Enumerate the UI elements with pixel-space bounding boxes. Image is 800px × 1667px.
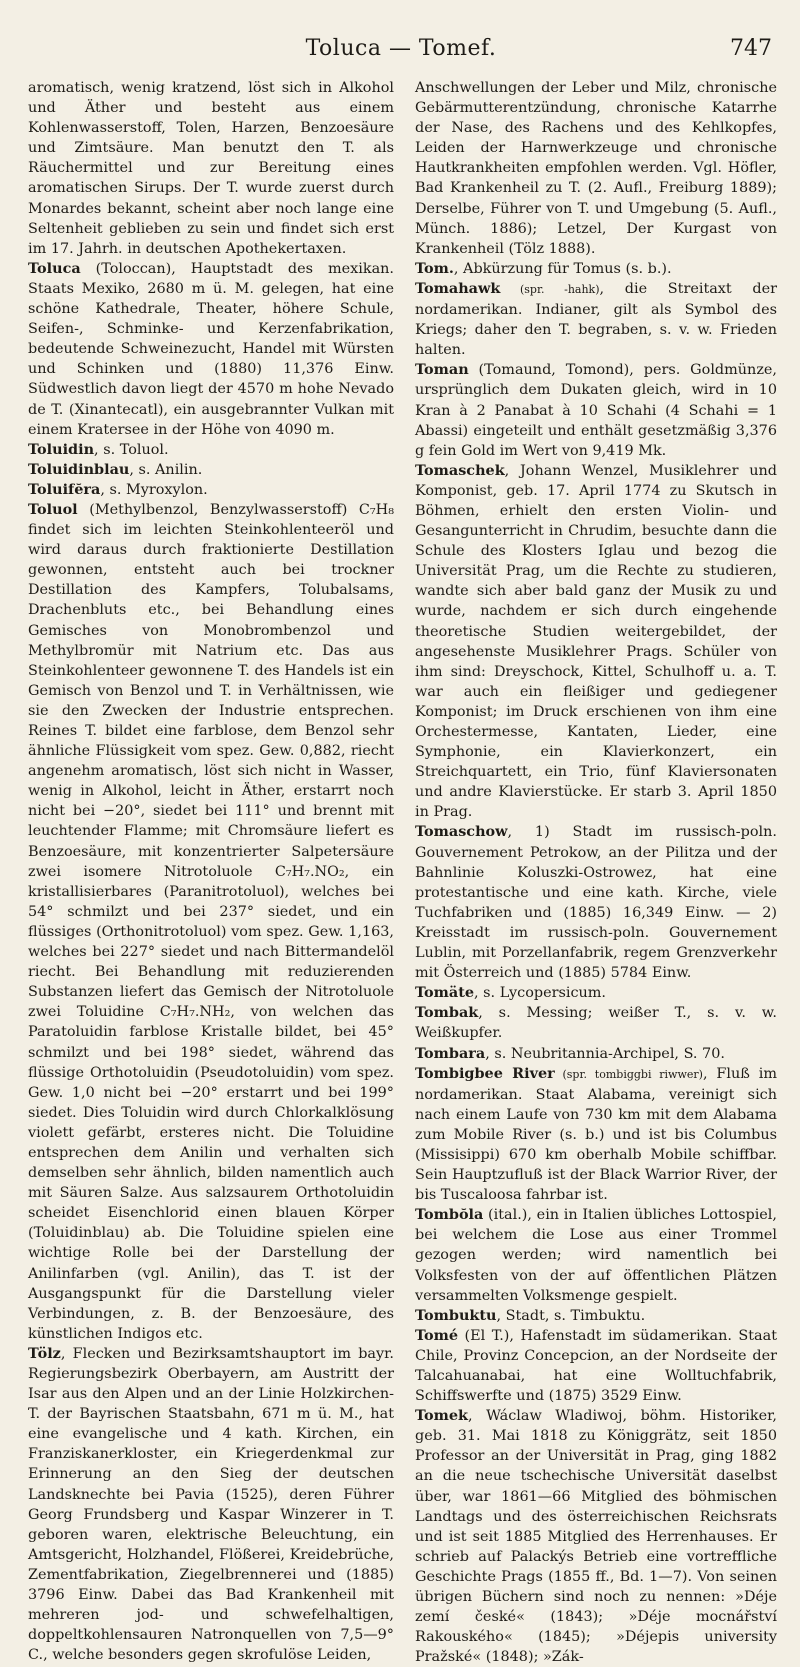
entry-continuation: [28, 78, 394, 259]
entry-tombigbee: [415, 1064, 777, 1206]
entry-toluol: [28, 500, 394, 1344]
pronunciation: (spr. tombiggbi riwwer): [554, 1067, 703, 1081]
headword: Tombigbee River: [415, 1064, 555, 1082]
page-number: 747: [730, 36, 772, 61]
entry-text: , Flecken und Bezirksamtshauptort im bayr. Regierungsbezirk Oberbayern, am Austritt der Isar aus den Alpen und an der Linie Holzkirchen-T. der Bayrischen Staatsbahn, 671 m ü. M., hat eine evangelische und 4 kath. Kirchen, ein Franziskanerkloster, ein Kriegerdenkmal zur Erinnerung an den Sieg der deutschen Landsknechte bei Pavia (1525), deren Führer Georg Frundsberg und Kaspar Winzerer in T. geboren waren, elektrische Beleuchtung, ein Amtsgericht, Holzhandel, Flößerei, Kreidebrüche, Zementfabrikation, Ziegelbrennerei und (1885) 3796 Einw. Dabei das Bad Krankenheil mit mehreren jod- und schwefelhaltigen, doppeltkohlensauren Natronquellen von 7,5—9° C., welche besonders gegen skrofulöse Leiden,: [28, 1345, 394, 1664]
entry-tomaschow: [415, 822, 777, 983]
headword: Tomaschow: [415, 823, 508, 841]
headword: Toluidin: [28, 440, 95, 458]
entry-tombara: [415, 1044, 777, 1064]
entry-text: , s. Toluol.: [94, 441, 169, 458]
entry-toluidinblau: [28, 460, 394, 480]
left-column: [28, 78, 394, 1664]
entry-text: aromatisch, wenig kratzend, löst sich in Alkohol und Äther und besteht aus einem Kohlenwasserstoff, Tolen, Harzen, Benzoesäure und Zimtsäure. Man benutzt den T. als Räuchermittel und zur Bereitung eines aromatischen Sirups. Der T. wurde zuerst durch Monardes bekannt, scheint aber noch lange eine Seltenheit geblieben zu sein und findet sich erst im 17. Jahrh. in deutschen Apothekertaxen.: [28, 80, 394, 257]
entry-text: , s. Anilin.: [129, 461, 203, 478]
running-title: Toluca — Tomef.: [305, 36, 497, 61]
entry-text: , Fluß im nordamerikan. Staat Alabama, vereinigt sich nach einem Laufe von 730 km mit dem Alabama zum Mobile River (s. b.) und ist bis Columbus (Missisippi) 670 km oberhalb Mobile schiffbar. Sein Hauptzufluß ist der Black Warrior River, der bis Tuscaloosa fahrbar ist.: [415, 1065, 777, 1204]
entry-text: , 1) Stadt im russisch-poln. Gouvernement Petrokow, an der Pilitza und der Bahnlinie Koluszki-Ostrowez, hat eine protestantische und eine kath. Kirche, viele Tuchfabriken und (1885) 16,349 Einw. — 2) Kreisstadt im russisch-poln. Gouvernement Lublin, mit Porzellanfabrik, regem Grenzverkehr mit Österreich und (1885) 5784 Einw.: [415, 824, 777, 982]
entry-toluidin: [28, 440, 394, 460]
entry-text: (Methylbenzol, Benzylwasserstoff) C₇H₈ findet sich im leichten Steinkohlenteeröl und wird daraus durch fraktionierte Destillation gewonnen, entsteht auch bei trockner Destillation des Kampfers, Tolubalsams, Drachenbluts etc., bei Behandlung eines Gemisches von Monobrombenzol und Methylbromür mit Natrium etc. Das aus Steinkohlenteer gewonnene T. des Handels ist ein Gemisch von Benzol und T. in Verhältnissen, wie sie den Zwecken der Industrie entsprechen. Reines T. bildet eine farblose, dem Benzol sehr ähnliche Flüssigkeit vom spez. Gew. 0,882, riecht angenehm aromatisch, löst sich nicht in Wasser, wenig in Alkohol, leicht in Äther, erstarrt noch nicht bei −20°, siedet bei 111° und brennt mit leuchtender Flamme; mit Chromsäure liefert es Benzoesäure, mit konzentrierter Salpetersäure zwei isomere Nitrotoluole C₇H₇.NO₂, ein kristallisierbares (Paranitrotoluol), welches bei 54° schmilzt und bei 237° siedet, und ein flüssiges (Orthonitrotoluol) vom spez. Gew. 1,163, welches bei 227° siedet und nach Bittermandelöl riecht. Bei Behandlung mit reduzierenden Substanzen liefert das Gemisch der Nitrotoluole zwei Toluidine C₇H₇.NH₂, von welchen das Paratoluidin farblose Kristalle bildet, bei 45° schmilzt und bei 198° siedet, während das flüssige Orthotoluidin (Pseudotoluidin) vom spez. Gew. 1,0 nicht bei −20° erstarrt und bei 199° siedet. Dies Toluidin wird durch Chlorkalklösung violett gefärbt, ersteres nicht. Die Toluidine entsprechen dem Anilin und verhalten sich demselben sehr ähnlich, bilden namentlich auch mit Säuren Salze. Aus salzsaurem Orthotoluidin scheidet Eisenchlorid einen blauen Körper (Toluidinblau) ab. Die Toluidine spielen eine wichtige Rolle bei der Darstellung der Anilinfarben (vgl. Anilin), das T. ist der Ausgangspunkt für die Darstellung vieler Verbindungen, z. B. der Benzoesäure, des künstlichen Indigos etc.: [28, 501, 394, 1342]
page-header: [30, 36, 772, 66]
headword: Toluol: [28, 500, 78, 518]
entry-tomahawk: [415, 279, 777, 360]
entry-tome: [415, 1326, 777, 1406]
entry-tombola: [415, 1205, 777, 1305]
headword: Tom.: [415, 259, 454, 277]
entry-text: , Abkürzung für Tomus (s. b.).: [453, 260, 672, 277]
headword: Tomé: [415, 1326, 459, 1344]
entry-tomaschek: [415, 461, 777, 823]
entry-tomate: [415, 983, 777, 1003]
entry-text: (Toloccan), Hauptstadt des mexikan. Staats Mexiko, 2680 m ü. M. gelegen, hat eine schöne Kathedrale, Theater, höhere Schule, Seifen-, Schminke- und Kerzenfabrikation, bedeutende Schweinezucht, Handel mit Würsten und Schinken und (1880) 11,376 Einw. Südwestlich davon liegt der 4570 m hohe Nevado de T. (Xinantecatl), ein ausgebrannter Vulkan mit einem Kratersee in der Höhe von 4090 m.: [28, 260, 394, 438]
entry-text: , Stadt, s. Timbuktu.: [496, 1307, 646, 1324]
entry-toman: [415, 360, 777, 460]
entry-tom: [415, 259, 777, 279]
entry-tombuktu: [415, 1306, 777, 1326]
entry-text: , s. Lycopersicum.: [474, 985, 606, 1002]
entry-text: , die Streitaxt der nordamerikan. Indianer, gilt als Symbol des Kriegs; daher den T. begraben, s. v. w. Frieden halten.: [415, 280, 777, 359]
entry-toelz: [28, 1344, 394, 1666]
entry-text: (El T.), Hafenstadt im südamerikan. Staat Chile, Provinz Concepcion, an der Nordseite der Talcahuanabai, hat eine Wolltuchfabrik, Schiffswerfte und (1875) 3529 Einw.: [415, 1327, 777, 1405]
entry-toluca: [28, 259, 394, 440]
headword: Toman: [415, 361, 469, 379]
entry-text: , s. Messing; weißer T., s. v. w. Weißkupfer.: [415, 1005, 777, 1042]
pronunciation: (spr. -hahk): [500, 282, 600, 296]
entry-text: , Wáclaw Wladiwoj, böhm. Historiker, geb. 31. Mai 1818 zu Königgrätz, seit 1850 Professor an der Universität in Prag, ging 1882 an die neue tschechische Universität daselbst über, war 1861—66 Mitglied des böhmischen Landtags und des österreichischen Reichsrats und ist seit 1885 Mitglied des Herrenhauses. Er schrieb auf Palackýs Betrieb eine vortreffliche Geschichte Prags (1855 ff., Bd. 1—7). Von seinen übrigen Büchern sind noch zu nennen: »Déje zemí české« (1843); »Déje mocnářství Rakouského« (1845); »Déjepis university Pražské« (1848); »Zák-: [415, 1408, 777, 1666]
headword: Tombuktu: [415, 1306, 497, 1324]
entry-text: (ital.), ein in Italien übliches Lottospiel, bei welchem die Lose aus einer Trommel gezogen werden; wird namentlich bei Volksfesten von der auf öffentlichen Plätzen versammelten Volksmenge gespielt.: [415, 1207, 777, 1304]
entry-text: , Johann Wenzel, Musiklehrer und Komponist, geb. 17. April 1774 zu Skutsch in Böhmen, erhielt den ersten Violin- und Gesangunterricht in Chrudim, besuchte dann die Schule des Klosters Iglau und bezog die Universität Prag, um die Rechte zu studieren, wandte sich aber bald ganz der Musik zu und wurde, nachdem er sich durch eingehende theoretische Studien weitergebildet, der angesehenste Musiklehrer Prags. Schüler von ihm sind: Dreyschock, Kittel, Schulhoff u. a. T. war auch ein fleißiger und gediegener Komponist; im Druck erschienen von ihm eine Orchestermesse, Kantaten, Lieder, eine Symphonie, ein Klavierkonzert, ein Streichquartett, ein Trio, fünf Klaviersonaten und andre Klavierstücke. Er starb 3. April 1850 in Prag.: [415, 462, 777, 821]
headword: Toluidinblau: [28, 460, 130, 478]
headword: Tomäte: [415, 984, 475, 1002]
headword: Tombara: [415, 1044, 486, 1062]
entry-text: Anschwellungen der Leber und Milz, chronische Gebärmutterentzündung, chronische Katarrhe der Nase, des Rachens und des Kehlkopfes, Leiden der Harnwerkzeuge und chronische Hautkrankheiten empfohlen werden. Vgl. Höfler, Bad Krankenheil zu T. (2. Aufl., Freiburg 1889); Derselbe, Führer von T. und Umgebung (5. Aufl., Münch. 1886); Letzel, Der Kurgast von Krankenheil (Tölz 1888).: [415, 80, 777, 257]
entry-text: , s. Myroxylon.: [100, 481, 208, 498]
headword: Toluifĕra: [28, 480, 101, 498]
entry-text: , s. Neubritannia-Archipel, S. 70.: [485, 1045, 725, 1062]
entry-text: (Tomaund, Tomond), pers. Goldmünze, ursprünglich dem Dukaten gleich, wird in 10 Kran à 2 Panabat à 10 Schahi (4 Schahi = 1 Abassi) eingeteilt und enthält gesetzmäßig 3,376 g fein Gold im Wert von 9,419 Mk.: [415, 362, 777, 459]
headword: Tombŏla: [415, 1206, 484, 1224]
headword: Tombak: [415, 1004, 479, 1022]
right-column: [415, 78, 777, 1666]
headword: Tomaschek: [415, 461, 505, 479]
headword: Toluca: [28, 259, 81, 277]
entry-tomek: [415, 1406, 777, 1667]
headword: Tomek: [415, 1407, 469, 1425]
entry-tombak: [415, 1003, 777, 1043]
entry-toluifera: [28, 480, 394, 500]
entry-continuation: [415, 78, 777, 259]
headword: Tölz: [28, 1344, 61, 1362]
headword: Tomahawk: [415, 279, 501, 297]
